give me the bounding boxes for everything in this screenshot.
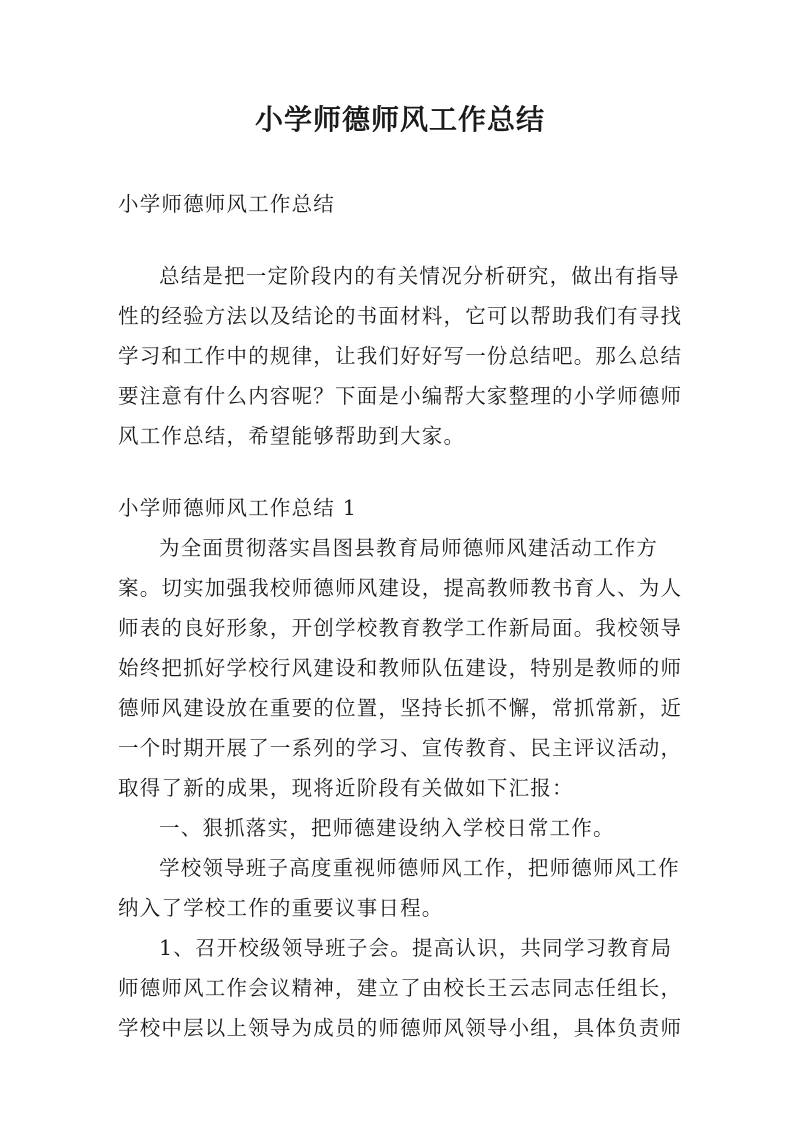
document-title: 小学师德师风工作总结 (254, 103, 545, 136)
section-body (118, 528, 688, 1048)
paragraph: 为全面贯彻落实昌图县教育局师德师风建活动工作方案。切实加强我校师德师风建设，提高教师教书育人、为人师表的良好形象，开创学校教育教学工作新局面。我校领导始终把抓好学校行风建设和教师队伍建设，特别是教师的师德师风建设放在重要的位置，坚持长抓不懈，常抓常新，近一个时期开展了一系列的学习、宣传教育、民主评议活动，取得了新的成果，现将近阶段有关做如下汇报： (118, 536, 683, 800)
section-heading: 小学师德师风工作总结 1 (118, 496, 357, 520)
document-subtitle: 小学师德师风工作总结 (118, 192, 335, 216)
paragraph: 学校领导班子高度重视师德师风工作，把师德师风工作纳入了学校工作的重要议事日程。 (118, 856, 680, 920)
paragraph: 1、召开校级领导班子会。提高认识，共同学习教育局师德师风工作会议精神，建立了由校长王云志同志任组长，学校中层以上领导为成员的师德师风领导小组，具体负责师 (118, 936, 683, 1040)
paragraph: 一、狠抓落实，把师德建设纳入学校日常工作。 (159, 816, 615, 840)
intro-paragraph: 总结是把一定阶段内的有关情况分析研究，做出有指导性的经验方法以及结论的书面材料，它可以帮助我们有寻找学习和工作中的规律，让我们好好写一份总结吧。那么总结要注意有什么内容呢？下面是小编帮大家整理的小学师德师风工作总结，希望能够帮助到大家。 (118, 264, 683, 448)
